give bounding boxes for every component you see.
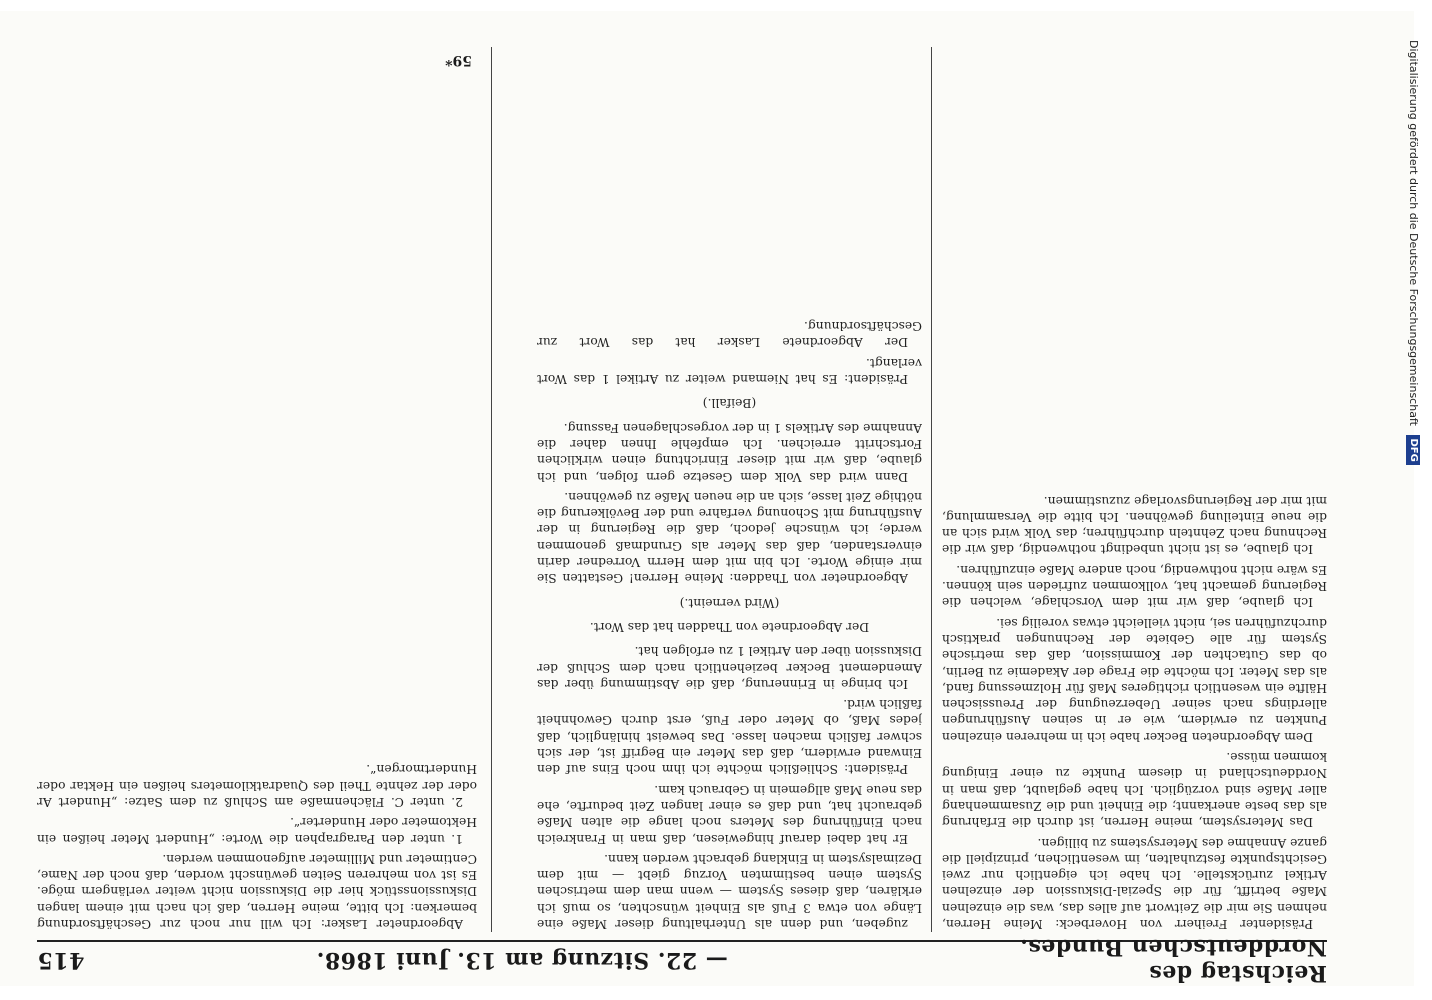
paragraph: Präsidenter Freiherr von Hoverbeck: Meine Herren, nehmen Sie mir die Zeitwort auf alles das, was die einzelnen Maße betrifft, für die Spezial-Diskussion der einzelnen Artikel zurückstelle. Ich habe ich eigentlich nur zwei Gesichtspunkte festzuhalten, im wesentlichen, prinzipiell die ganze Annahme des Metersystems zu billigen. xyxy=(942,835,1327,931)
paragraph: Abgeordneter Lasker: Ich will nur noch zur Geschäftsordnung bemerken: Ich bitte, meine Herren, daß ich nach mit einem langen Diskussionsstück hier die Diskussion nicht weiter verlängern möge. Es ist von mehreren Seiten gewünscht worden, daß noch der Name, Centimeter und Millimeter aufgenommen werden. xyxy=(37,851,477,931)
signature-mark: 59* xyxy=(445,52,472,68)
paragraph: Das Metersystem, meine Herren, ist durch die Erfahrung als das beste anerkannt; die Einheit und die Zusammenhang aller Maße sind vorzüglich. Ich habe geglaubt, daß man in Norddeutschland in diesem Punkte zu einer Einigung kommen müsse. xyxy=(942,750,1327,830)
amendment-item: 2. unter C. Flächenmaße am Schluß zu dem Satze: „Hundert Ar oder der zehnte Theil des Quadratkilometers heißen ein Hektar oder Hundertmorgen“. xyxy=(37,762,477,809)
paragraph: Dem Abgeordneten Becker habe ich in mehreren einzelnen Punkten zu erwidern, wie er in seinen Ausführungen allerdings nach seiner Ueberzeugung der Preussischen Hälfte ein wesentlich richtigeres Maß für Holzmessung fand, als das Meter. Ich möchte die Frage der Akademie zu Berlin, ob das Gutachten der Kommission, daß das metrische System für alle Gebiete der Rechnungen praktisch durchzuführen sei, nicht vielleicht etwas voreilig sei. xyxy=(942,615,1327,744)
paragraph: Ich bringe in Erinnerung, daß die Abstimmung über das Amendement Becker beziehentlich nach dem Schluß der Diskussion über den Artikel 1 zu erfolgen hat. xyxy=(537,644,922,691)
page-number: 415 xyxy=(37,947,85,973)
paragraph: Der Abgeordnete Lasker hat das Wort zur Geschäftsordnung. xyxy=(537,319,922,350)
amendment-item: 1. unter den Paragraphen die Worte: „Hundert Meter heißen ein Hektometer oder Hunderter“. xyxy=(37,815,477,846)
column-divider xyxy=(931,47,932,932)
text-column-middle xyxy=(537,52,922,932)
paragraph: Er hat dabei darauf hingewiesen, daß man in Frankreich nach Einführung des Meters noch lange die alten Maße gebraucht hat, und daß es einer langen Zeit bedurfte, ehe das neue Maß allgemein in Gebrauch kam. xyxy=(537,782,922,846)
header-session: — 22. Sitzung am 13. Juni 1868. xyxy=(316,947,728,973)
paragraph: zugeben, und denn als Unterhaltung dieser Maße eine Länge von etwa 3 Fuß als Einheit wünschten, so muß ich erklären, daß dieses System — wenn man dem metrischen System einen bestimmten Vorzug giebt — mit dem Dezimalsystem in Einklang gebracht werden kann. xyxy=(537,851,922,931)
paragraph: Ich glaube, daß wir mit dem Vorschlage, welchen die Regierung gemacht hat, vollkommen zufrieden sein können. Es wäre nicht nothwendig, noch andere Maße einzuführen. xyxy=(942,562,1327,610)
credit-label: Digitalisierung gefördert durch die Deutsche Forschungsgemeinschaft xyxy=(1407,40,1420,426)
text-column-right xyxy=(37,52,477,932)
paragraph: Präsident: Es hat Niemand weiter zu Artikel 1 das Wort verlangt. xyxy=(537,355,922,387)
running-header xyxy=(37,934,1327,986)
credit-line xyxy=(1400,40,1426,1000)
paragraph: Ich glaube, es ist nicht unbedingt nothwendig, daß wir die Rechnung nach Zehnteln durchführen; das Volk wird sich an die neue Einteilung gewöhnen. Ich bitte die Versammlung, mit mir der Regierungsvorlage zuzustimmen. xyxy=(942,493,1327,557)
paragraph: Präsident: Schließlich möchte ich ihm noch Eins auf den Einwand erwidern, daß das Meter ein Begriff ist, der sich schwer faßlich machen lasse. Das beweist hinlänglich, daß jedes Maß, ob Meter oder Fuß, erst durch Gewohnheit faßlich wird. xyxy=(537,697,922,777)
column-divider xyxy=(491,47,492,932)
dfg-logo-icon: DFG xyxy=(1406,435,1420,464)
speaker-note: Der Abgeordnete von Thadden hat das Wort. xyxy=(589,619,870,634)
text-column-left xyxy=(942,52,1327,932)
stage-direction: (Beifall.) xyxy=(702,396,757,411)
stage-direction: (Wird verneint.) xyxy=(679,595,780,610)
digitization-credit xyxy=(1400,40,1426,1000)
paragraph: Abgeordneter von Thadden: Meine Herren! Gestatten Sie mir einige Worte. Ich bin mit dem Herrn Vorredner darin einverstanden, daß das Meter als Grundmaß genommen werde; ich wünsche jedoch, daß die Regierung in der Ausführung mit Schonung verfahre und der Bevölkerung die nöthige Zeit lasse, sich an die neuen Maße zu gewöhnen. xyxy=(537,489,922,586)
paragraph: Dann wird das Volk dem Gesetze gern folgen, und ich glaube, daß wir mit dieser Einrichtung einen wirklichen Fortschritt erreichen. Ich empfehle Ihnen daher die Annahme des Artikels 1 in der vorgeschlagenen Fassung. xyxy=(537,420,922,484)
header-title: Reichstag des Norddeutschen Bundes. xyxy=(1019,934,1327,986)
